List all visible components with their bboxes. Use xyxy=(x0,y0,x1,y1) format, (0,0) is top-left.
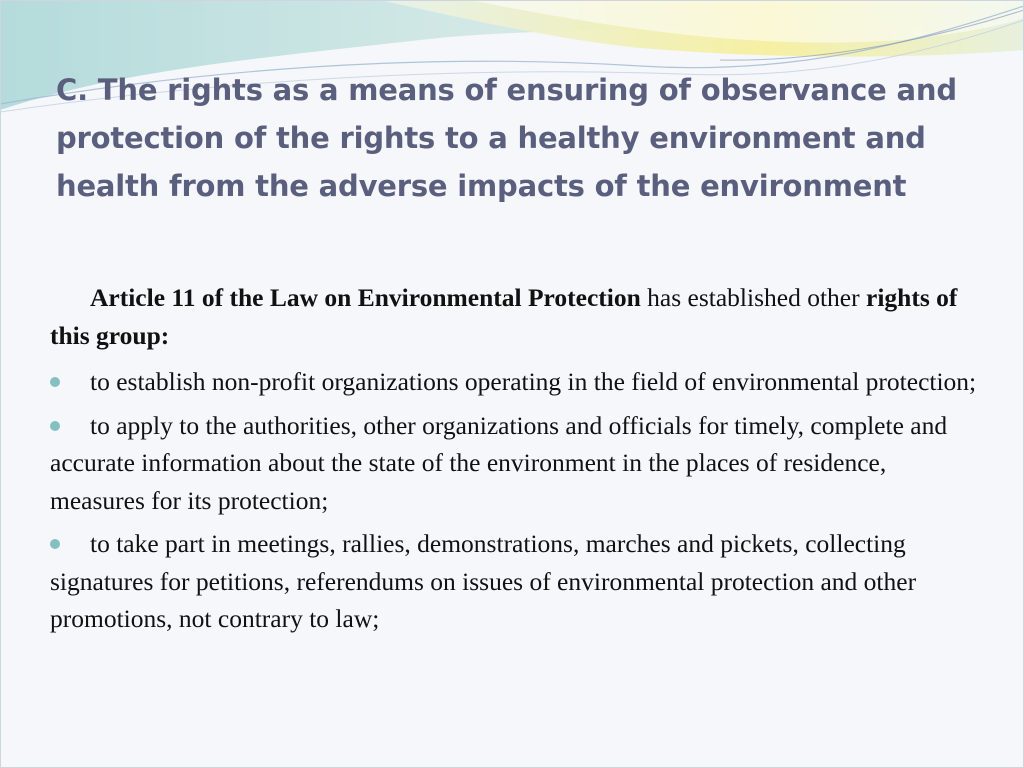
bullet-text: to establish non-profit organizations operating in the field of environmental protection; xyxy=(90,367,977,396)
slide-title: C. The rights as a means of ensuring of observance and protection of the rights to a healthy environment and health from the adverse impacts of the environment xyxy=(56,73,957,203)
bullet-item xyxy=(50,525,980,638)
intro-text: has established other xyxy=(640,283,866,312)
bullet-item xyxy=(50,363,980,401)
bullet-text: to take part in meetings, rallies, demonstrations, marches and pickets, collecting signatures for petitions, referendums on issues of environmental protection and other promotions, not contrary to law; xyxy=(50,529,917,633)
bullet-dot-icon xyxy=(50,539,60,549)
bullet-dot-icon xyxy=(50,421,60,431)
bullet-item xyxy=(50,407,980,520)
bullet-dot-icon xyxy=(50,377,60,387)
intro-bold-lead: Article 11 of the Law on Environmental Protection xyxy=(90,283,641,312)
intro-bold-tail: rights of this group: xyxy=(50,283,958,350)
intro-paragraph xyxy=(50,279,980,354)
slide-body xyxy=(50,279,980,644)
bullet-text: to apply to the authorities, other organizations and officials for timely, complete and accurate information about the state of the environment in the places of residence, measures for its protection; xyxy=(50,410,948,515)
